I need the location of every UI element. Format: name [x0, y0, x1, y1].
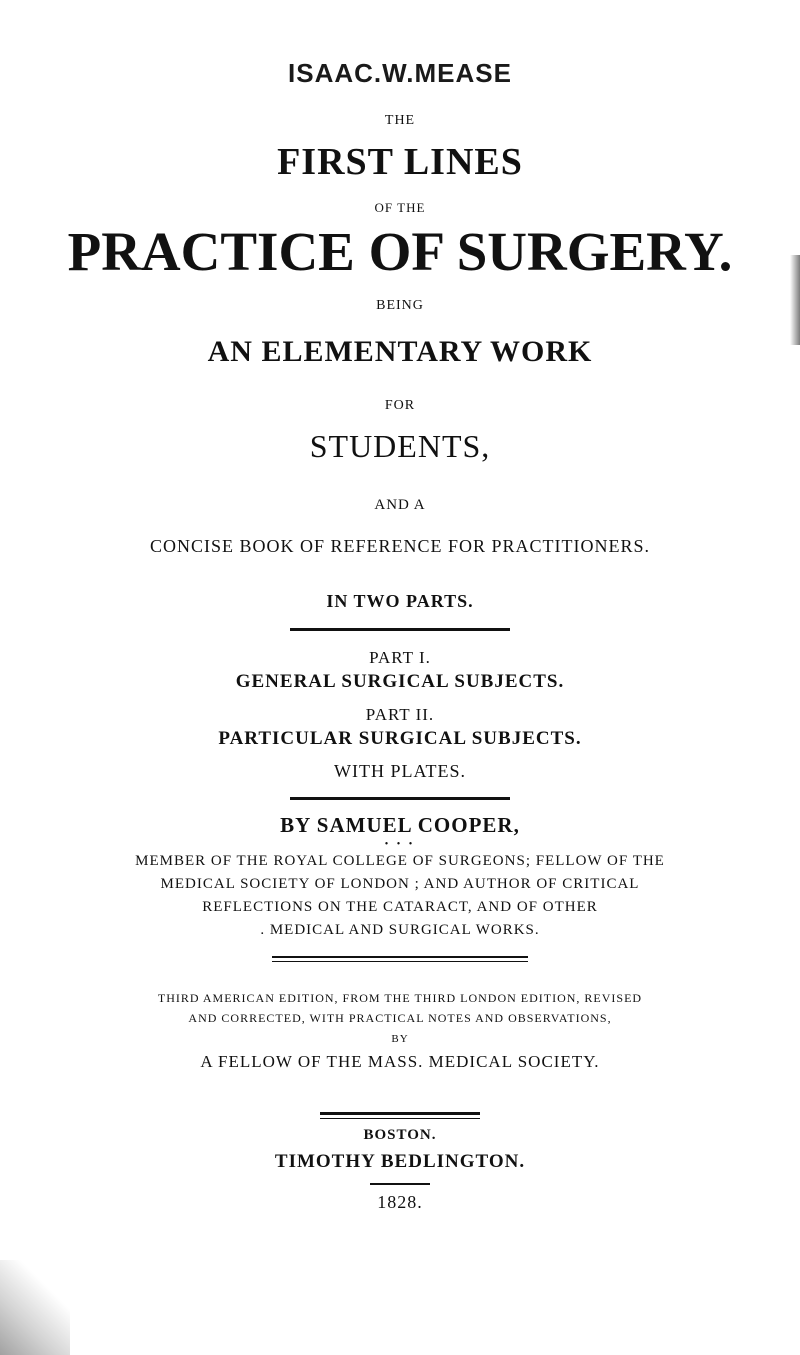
subtitle-elementary-work: AN ELEMENTARY WORK	[207, 335, 593, 368]
author-credentials-line: MEDICAL SOCIETY OF LONDON ; AND AUTHOR OF CRITICAL	[160, 876, 640, 892]
imprint-year: 1828.	[377, 1192, 423, 1212]
owner-signature: ISAAC.W.MEASE	[288, 58, 512, 88]
title-first-lines: FIRST LINES	[277, 141, 523, 183]
divider-rule	[290, 797, 510, 800]
double-rule-top	[320, 1112, 480, 1115]
author-credentials-line: . MEDICAL AND SURGICAL WORKS.	[260, 922, 540, 938]
part-1-title: GENERAL SURGICAL SUBJECTS.	[235, 671, 565, 692]
title-practice-of-surgery: PRACTICE OF SURGERY.	[67, 221, 733, 282]
subtitle-concise-book: CONCISE BOOK OF REFERENCE FOR PRACTITIONERS.	[149, 536, 651, 556]
author-line: BY SAMUEL COOPER,	[280, 813, 520, 837]
part-1-label: PART I.	[369, 648, 431, 667]
subtitle-students: STUDENTS,	[309, 428, 491, 464]
title-of-the: OF THE	[374, 200, 426, 215]
divider-rule	[290, 628, 510, 631]
two-parts-heading: IN TWO PARTS.	[326, 591, 474, 611]
double-rule-bottom	[320, 1118, 480, 1119]
subtitle-and-a: AND A	[374, 497, 426, 513]
author-credentials-line: REFLECTIONS ON THE CATARACT, AND OF OTHER	[202, 899, 598, 915]
page-corner-shadow	[0, 1260, 70, 1355]
imprint-publisher: TIMOTHY BEDLINGTON.	[274, 1151, 526, 1172]
editor-by: BY	[391, 1033, 409, 1045]
editor-line: A FELLOW OF THE MASS. MEDICAL SOCIETY.	[200, 1052, 600, 1071]
page-edge-shadow	[790, 255, 800, 345]
part-2-label: PART II.	[365, 705, 435, 724]
part-2-title: PARTICULAR SURGICAL SUBJECTS.	[218, 728, 582, 749]
with-plates: WITH PLATES.	[334, 761, 466, 781]
subtitle-for: FOR	[384, 398, 416, 413]
imprint-city: BOSTON.	[363, 1127, 437, 1143]
short-rule	[370, 1183, 430, 1185]
double-rule-bottom	[272, 961, 528, 962]
subtitle-being: BEING	[376, 298, 424, 313]
author-ornament: • • •	[384, 839, 416, 850]
edition-line: THIRD AMERICAN EDITION, FROM THE THIRD LONDON EDITION, REVISED	[157, 991, 643, 1005]
title-article: THE	[384, 113, 416, 128]
edition-line: AND CORRECTED, WITH PRACTICAL NOTES AND OBSERVATIONS,	[188, 1011, 612, 1025]
double-rule-top	[272, 956, 528, 958]
author-credentials-line: MEMBER OF THE ROYAL COLLEGE OF SURGEONS; FELLOW OF THE	[135, 853, 665, 869]
